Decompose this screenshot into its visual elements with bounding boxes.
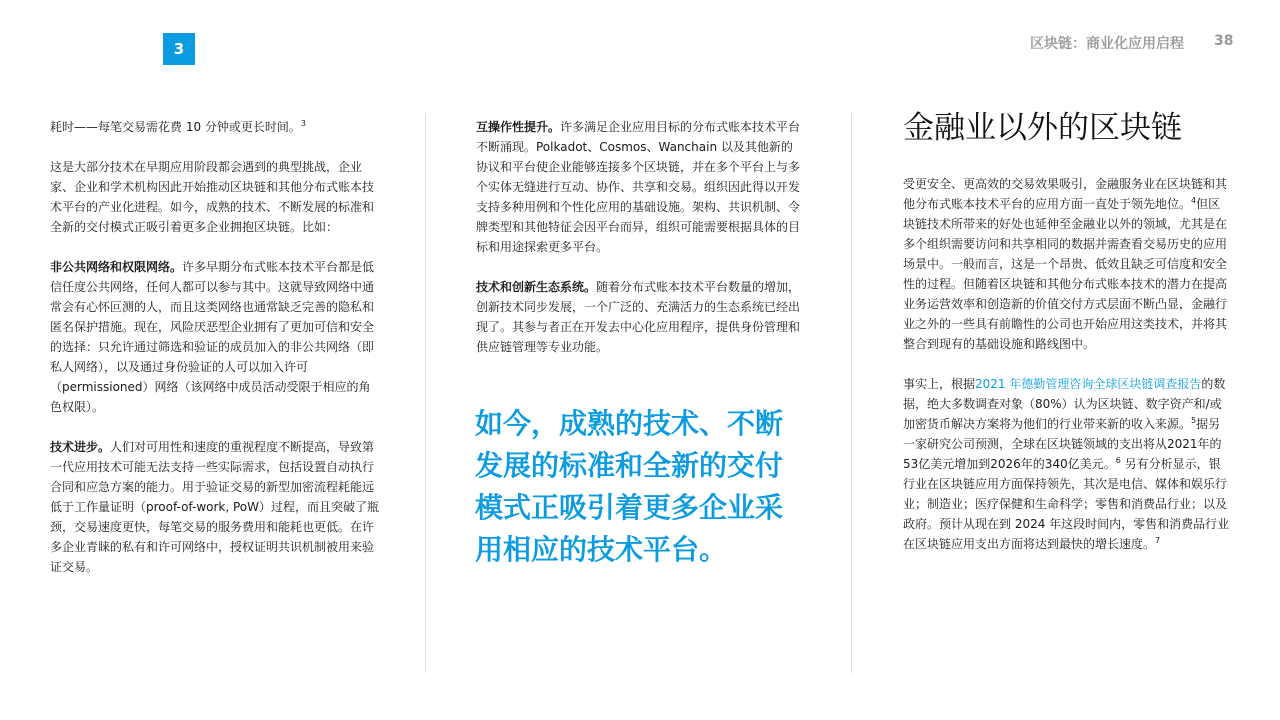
paragraph-lead: 技术和创新生态系统。 [476, 280, 597, 294]
footnote-ref: 7 [1155, 536, 1161, 545]
paragraph-lead: 互操作性提升。 [476, 120, 561, 134]
paragraph-ecosystem: 技术和创新生态系统。随着分布式账本技术平台数量的增加，创新技术同步发展，一个广泛的、充满活力的生态系统已经出现了。其参与者正在开发去中心化应用程序，提供身份管理和供应链管理等专业功能。 [476, 280, 801, 354]
column-divider-left [425, 113, 426, 673]
paragraph-private-networks: 非公共网络和权限网络。许多早期分布式账本技术平台都是低信任度公共网络，任何人都可以参与其中。这就导致网络中通常会有心怀叵测的人，而且这类网络也通常缺乏完善的隐私和匿名保护措施。现在，风险厌恶型企业拥有了更加可信和安全的选择：只允许通过筛选和验证的成员加入的非公共网络（即私人网络），以及通过身份验证的人可以加入许可（permissioned）网络（该网络中成员活动受限于相应的角色权限）。 [50, 260, 375, 414]
footnote-ref: 3 [300, 119, 306, 128]
section-heading: 金融业以外的区块链 [903, 110, 1182, 146]
footnote-ref: 5 [1191, 416, 1197, 425]
column-divider-right [851, 113, 852, 673]
page-number: 38 [1214, 33, 1234, 49]
chapter-number-badge: 3 [163, 33, 195, 65]
running-header-title: 区块链：商业化应用启程 [1030, 36, 1184, 52]
paragraph-survey: 事实上，根据2021 年德勤管理咨询全球区块链调查报告的数据，绝大多数调查对象（80%）认为区块链、数字资产和/或加密货币解决方案将为他们的行业带来新的收入来源。$^5$据另一家研究公司预测，全球在区块链领域的支出将从2021年的53亿美元增加到2026年的340亿美元。$^6$ 另有分析显示，银行业在区块链应用方面保持领先，其次是电信、媒体和娱乐行业；制造业；医疗保健和生命科学；零售和消费品行业；以及政府。预计从现在到 2024 年这段时间内，零售和消费品行业在区块链应用支出方面将达到最快的增长速度。$^7$ [903, 377, 1230, 551]
text-column-right [903, 174, 1231, 574]
paragraph-tech-progress: 技术进步。人们对可用性和速度的重视程度不断提高，导致第一代应用技术可能无法支持一些实际需求，包括设置自动执行合同和应急方案的能力。用于验证交易的新型加密流程耗能远低于工作量证明（proof-of-work, PoW）过程，而且突破了瓶颈，交易速度更快，每笔交易的服务费用和能耗也更低。在许多企业青睐的私有和许可网络中，授权证明共识机制被用来验证交易。 [50, 440, 380, 574]
paragraph-interoperability: 互操作性提升。许多满足企业应用目标的分布式账本技术平台不断涌现。Polkadot、Cosmos、Wanchain 以及其他新的协议和平台使企业能够连接多个区块链，并在多个平台上与多个实体无缝进行互动、协作、共享和交易。组织因此得以开发支持多种用例和个性化应用的基础设施。架构、共识机制、令牌类型和其他特征会因平台而异，组织可能需要根据具体的目标和用途探索更多平台。 [476, 120, 801, 254]
paragraph-challenge: 这是大部分技术在早期应用阶段都会遇到的典型挑战，企业家、企业和学术机构因此开始推动区块链和其他分布式账本技术平台的产业化进程。如今，成熟的技术、不断发展的标准和全新的交付模式正吸引着更多企业拥抱区块链。比如： [50, 160, 375, 234]
paragraph-intro: 耗时——每笔交易需花费 10 分钟或更长时间。$^3$ [50, 119, 306, 134]
text-column-left [50, 117, 380, 597]
survey-report-link[interactable]: 2021 年德勤管理咨询全球区块链调查报告 [975, 377, 1202, 391]
text-column-middle [476, 117, 804, 377]
footnote-ref: 4 [1191, 196, 1197, 205]
pull-quote: 如今，成熟的技术、不断发展的标准和全新的交付模式正吸引着更多企业采用相应的技术平台。 [475, 407, 784, 566]
paragraph-lead: 非公共网络和权限网络。 [50, 260, 183, 274]
paragraph-lead: 技术进步。 [50, 440, 111, 454]
paragraph-finance: 受更安全、更高效的交易效果吸引，金融服务业在区块链和其他分布式账本技术平台的应用方面一直处于领先地位。$^4$但区块链技术所带来的好处也延伸至金融业以外的领域，尤其是在多个组织需要访问和共享相同的数据并需查看交易历史的应用场景中。一般而言，这是一个昂贵、低效且缺乏可信度和安全性的过程。但随着区块链和其他分布式账本技术的潜力在提高业务运营效率和创造新的价值交付方式层面不断凸显，金融行业之外的一些具有前瞻性的公司也开始应用这类技术，并将其整合到现有的基础设施和路线图中。 [903, 177, 1228, 351]
footnote-ref: 6 [1115, 456, 1121, 465]
